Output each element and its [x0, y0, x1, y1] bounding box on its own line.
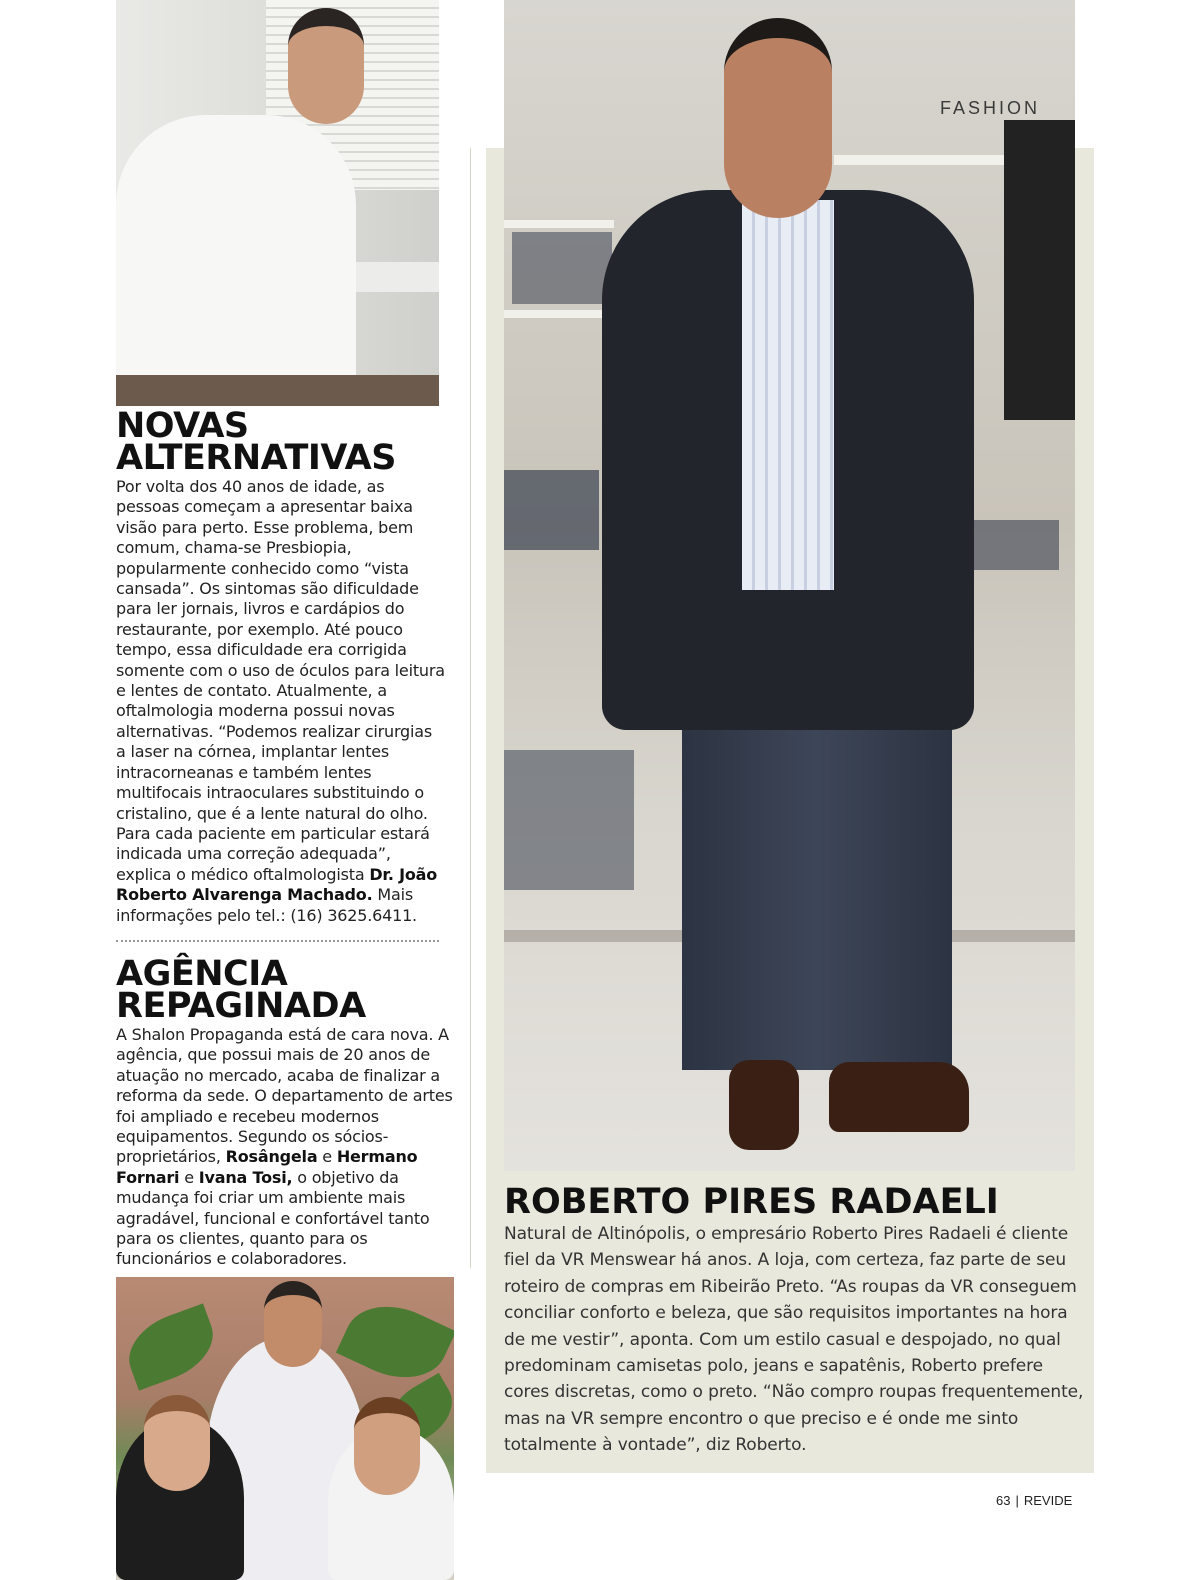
partner-name-3: Ivana Tosi, [198, 1167, 293, 1187]
title-line-1: AGÊNCIA [116, 954, 288, 994]
article-novas-alternativas [116, 406, 446, 926]
footer-separator: | [1015, 1493, 1019, 1508]
conjunction-2: e [179, 1167, 199, 1187]
page-footer [996, 1493, 1072, 1508]
doctor-photo [116, 0, 439, 406]
column-divider [470, 148, 471, 1268]
title-line-2: REPAGINADA [116, 986, 366, 1026]
feature-body: Natural de Altinópolis, o empresário Roberto Pires Radaeli é cliente fiel da VR Menswear há anos. A loja, com certeza, faz parte de seu roteiro de compras em Ribeirão Preto. “As roupas da VR conseguem conciliar conforto e beleza, que são requisitos importantes na hora de me vestir”, aponta. Com um estilo casual e despojado, no qual predominam camisetas polo, jeans e sapatênis, Roberto prefere cores discretas, como o preto. “Não compro roupas frequentemente, mas na VR sempre encontro o que preciso e é onde me sinto totalmente à vontade”, diz Roberto. [504, 1224, 1084, 1456]
body-text-2: o objetivo da mudança foi criar um ambiente mais agradável, funcional e confortável tanto para os clientes, quanto para os funcionários e colaboradores. [116, 1167, 430, 1269]
feature-title: ROBERTO PIRES RADAELI [504, 1182, 999, 1222]
article-agencia-repaginada [116, 954, 456, 1270]
conjunction-1: e [317, 1147, 337, 1167]
article-body [116, 1025, 456, 1270]
partner-name-2: Hermano Fornari [116, 1147, 418, 1187]
article-body [116, 477, 446, 926]
article-title [116, 954, 456, 1026]
roberto-photo [504, 0, 1075, 1171]
dotted-divider [116, 940, 439, 942]
title-line-2: ALTERNATIVAS [116, 438, 396, 478]
partner-name-1: Rosângela [225, 1147, 318, 1167]
title-line-1: NOVAS [116, 406, 249, 446]
section-label: FASHION [940, 98, 1041, 118]
agency-partners-photo [116, 1277, 454, 1580]
body-text-2: Mais informações pelo tel.: (16) 3625.6411. [116, 885, 417, 925]
body-text-1: A Shalon Propaganda está de cara nova. A agência, que possui mais de 20 anos de atuação no mercado, acaba de finalizar a reforma da sede. O departamento de artes foi ampliado e recebeu modernos equipamentos. Segundo os sócios-proprietários, [116, 1025, 453, 1167]
doctor-name: Dr. João Roberto Alvarenga Machado. [116, 864, 438, 905]
magazine-name: REVIDE [1023, 1493, 1073, 1508]
article-title [116, 406, 446, 478]
body-text-1: Por volta dos 40 anos de idade, as pessoas começam a apresentar baixa visão para perto. Esse problema, bem comum, chama-se Presbiopia, popularmente conhecido como “vista cansada”. Os sintomas são dificuldade para ler jornais, livros e cardápios do restaurante, por exemplo. Até pouco tempo, essa dificuldade era corrigida somente com o uso de óculos para leitura e lentes de contato. Atualmente, a oftalmologia moderna possui novas alternativas. “Podemos realizar cirurgias a laser na córnea, implantar lentes intracorneanas e também lentes multifocais intraoculares substituindo o cristalino, que é a lente natural do olho. Para cada paciente em particular estará indicada uma correção adequada”, explica o médico oftalmologista [116, 477, 445, 884]
page-number: 63 [996, 1493, 1011, 1508]
